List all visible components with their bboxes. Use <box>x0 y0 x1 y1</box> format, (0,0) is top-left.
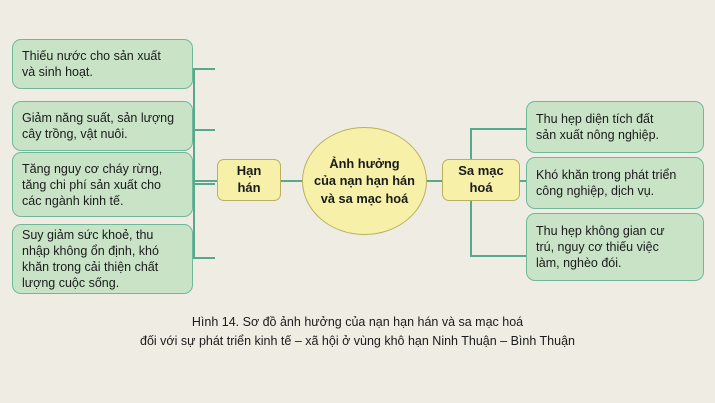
connector-left-4 <box>193 257 215 259</box>
leaf-right-3-line-2: trú, nguy cơ thiếu việc <box>536 240 659 254</box>
connector-left-3 <box>193 183 215 185</box>
center-node[interactable] <box>302 127 427 235</box>
figure-caption-line-1: Hình 14. Sơ đồ ảnh hưởng của nạn hạn hán và sa mạc hoá <box>191 315 524 329</box>
leaf-left-3-line-3: các ngành kinh tế. <box>22 193 124 208</box>
leaf-right-1[interactable] <box>526 101 704 153</box>
leaf-right-2-line-1: Khó khăn trong phát triển <box>536 168 677 182</box>
branch-node-han-han[interactable] <box>217 159 281 201</box>
leaf-left-1-line-2: và sinh hoạt. <box>22 65 93 79</box>
connector-right-3 <box>470 255 526 257</box>
connector-left-2 <box>193 129 215 131</box>
leaf-right-1-line-2: sản xuất nông nghiệp. <box>536 128 660 142</box>
leaf-left-2-line-2: cây trồng, vật nuôi. <box>22 127 128 141</box>
leaf-left-2-line-1: Giảm năng suất, sản lượng <box>22 111 175 125</box>
connector-left-1 <box>193 68 215 70</box>
branch-node-han-han-label: Hạn hán <box>236 163 262 195</box>
leaf-left-2[interactable] <box>12 101 193 151</box>
branch-node-sa-mac-hoa-label: Sa mạc hoá <box>458 163 504 195</box>
connector-left-spine-to-branch <box>193 180 217 182</box>
leaf-right-1-line-1: Thu hẹp diện tích đất <box>536 112 654 126</box>
leaf-left-4[interactable] <box>12 224 193 294</box>
connector-right-1 <box>470 128 526 130</box>
leaf-right-2[interactable] <box>526 157 704 209</box>
leaf-left-1-line-1: Thiếu nước cho sản xuất <box>22 49 161 63</box>
leaf-right-3[interactable] <box>526 213 704 281</box>
leaf-left-4-line-2: nhập không ổn định, khó <box>22 244 159 258</box>
branch-node-sa-mac-hoa[interactable] <box>442 159 520 201</box>
center-node-line-3: và sa mạc hoá <box>320 190 409 206</box>
leaf-right-3-line-3: làm, nghèo đói. <box>536 256 622 270</box>
leaf-right-2-line-2: công nghiệp, dịch vụ. <box>536 184 655 198</box>
leaf-right-3-line-1: Thu hẹp không gian cư <box>536 224 665 238</box>
leaf-left-1[interactable] <box>12 39 193 89</box>
leaf-left-4-line-3: khăn trong cải thiện chất <box>22 260 159 274</box>
connector-branch-left-to-center <box>281 180 303 182</box>
center-node-line-1: Ảnh hưởng <box>329 156 400 172</box>
leaf-left-4-line-4: lượng cuộc sống. <box>22 276 120 290</box>
connector-left-spine <box>193 68 195 258</box>
leaf-left-4-line-1: Suy giảm sức khoẻ, thu <box>22 228 154 242</box>
leaf-left-3-line-1: Tăng nguy cơ cháy rừng, <box>22 161 163 176</box>
leaf-left-3[interactable] <box>12 152 193 217</box>
figure-caption-line-2: đối với sự phát triển kinh tế – xã hội ở vùng khô hạn Ninh Thuận – Bình Thuận <box>140 334 575 348</box>
center-node-line-2: của nạn hạn hán <box>314 173 415 189</box>
leaf-left-3-line-2: tăng chi phí sản xuất cho <box>22 177 161 192</box>
